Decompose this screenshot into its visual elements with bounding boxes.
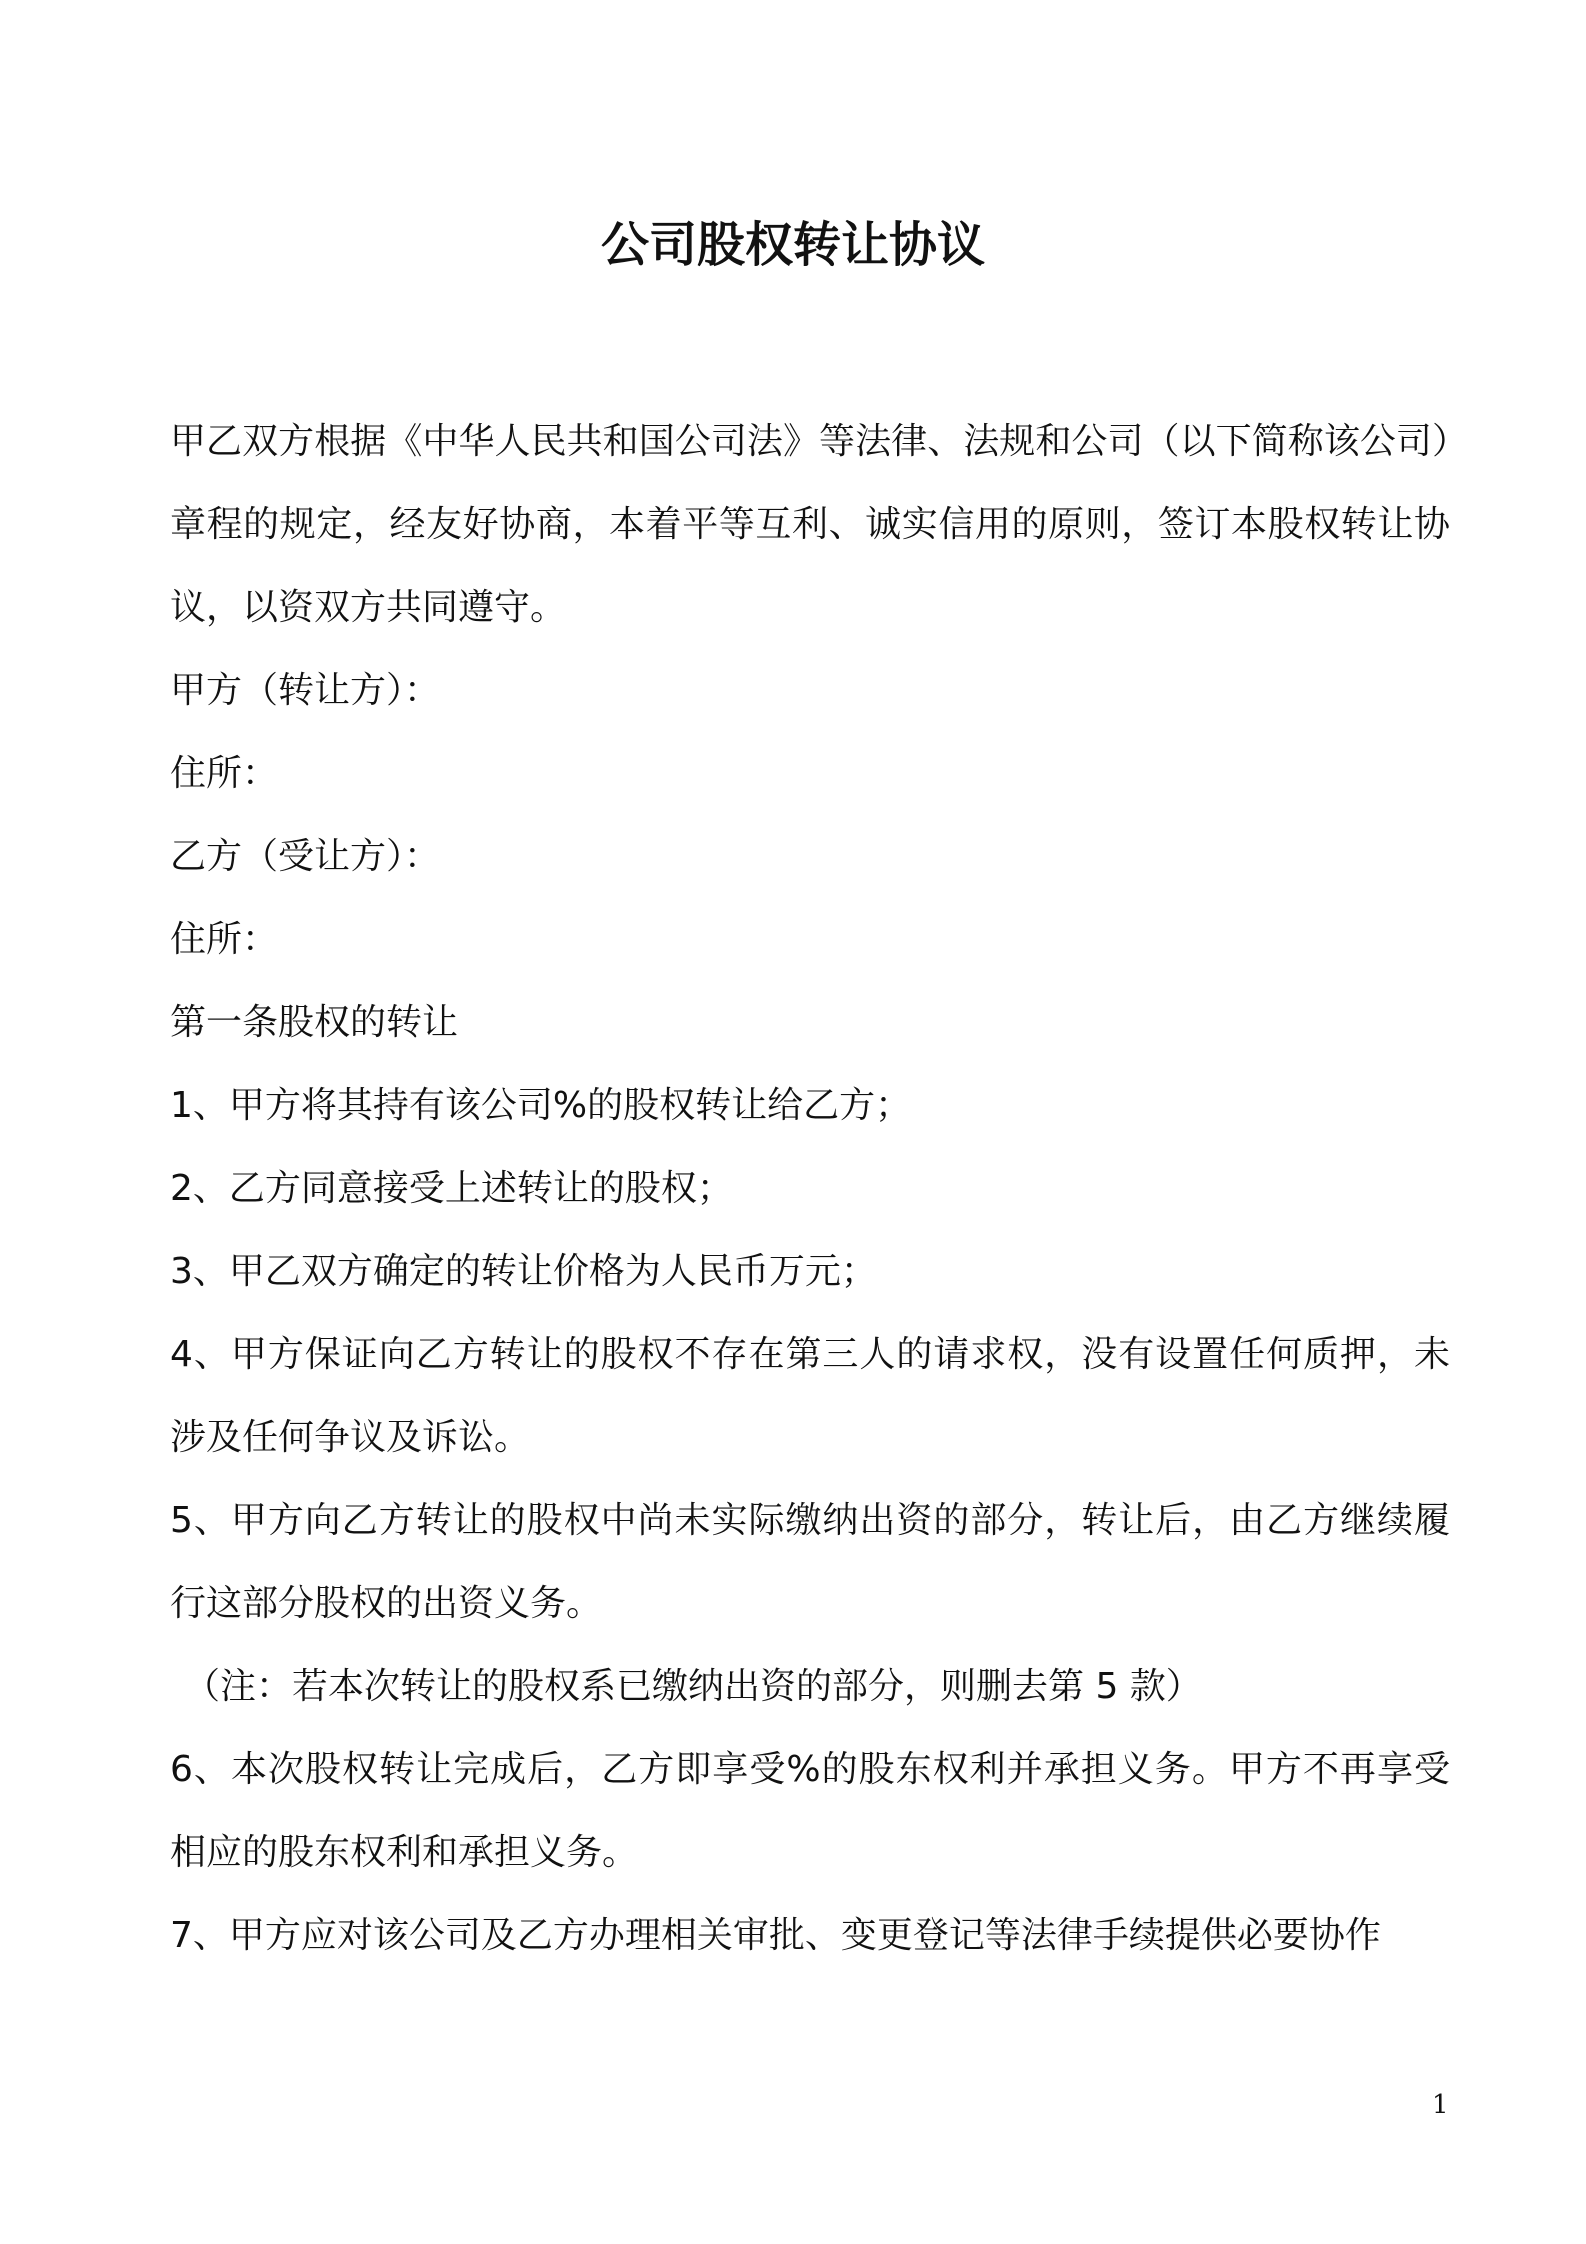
clause-1: 1、甲方将其持有该公司%的股权转让给乙方； [170, 1085, 912, 1126]
article-one-heading: 第一条股权的转让 [170, 1002, 459, 1043]
party-a-address: 住所： [170, 753, 279, 794]
document-body [170, 400, 1450, 1977]
clause-3: 3、甲乙双方确定的转让价格为人民币万元； [170, 1251, 877, 1292]
clause-6: 6、本次股权转让完成后，乙方即享受%的股东权利并承担义务。甲方不再享受相应的股东权利和承担义务。 [170, 1749, 1450, 1873]
clause-7: 7、甲方应对该公司及乙方办理相关审批、变更登记等法律手续提供必要协作 [170, 1915, 1381, 1956]
party-b-address: 住所： [170, 919, 279, 960]
clause-2: 2、乙方同意接受上述转让的股权； [170, 1168, 733, 1209]
page-number: 1 [1432, 2090, 1449, 2120]
clause-5-note: （注：若本次转让的股权系已缴纳出资的部分，则删去第 5 款） [184, 1666, 1202, 1707]
preamble-paragraph: 甲乙双方根据《中华人民共和国公司法》等法律、法规和公司（以下简称该公司）章程的规定，经友好协商，本着平等互利、诚实信用的原则，签订本股权转让协议，以资双方共同遵守。 [170, 421, 1450, 628]
document-title: 公司股权转让协议 [600, 217, 985, 273]
clause-5: 5、甲方向乙方转让的股权中尚未实际缴纳出资的部分，转让后，由乙方继续履行这部分股权的出资义务。 [170, 1500, 1450, 1624]
party-b-label: 乙方（受让方）： [170, 836, 441, 877]
clause-4: 4、甲方保证向乙方转让的股权不存在第三人的请求权，没有设置任何质押，未涉及任何争议及诉讼。 [170, 1334, 1450, 1458]
party-a-label: 甲方（转让方）： [170, 670, 441, 711]
